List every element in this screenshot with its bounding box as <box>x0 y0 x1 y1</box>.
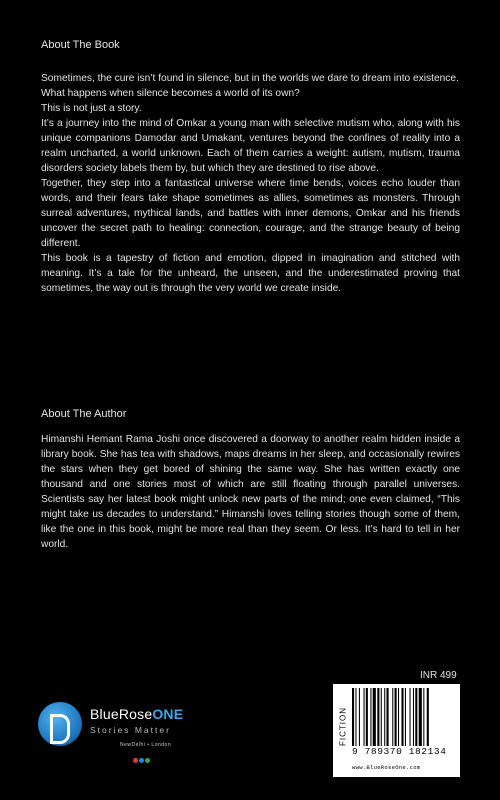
publisher-website: www.BlueRoseOne.com <box>352 764 421 771</box>
book-paragraph: It’s a journey into the mind of Omkar a young man with selective mutism who, along with his unique companions Damodar and Umakant, ventures beyond the confines of reality into a realm uncharted, a world unknown. Each of them carries a weight: autism, mutism, trauma disorders society labels them by, but which they are destined to rise above. <box>41 118 460 174</box>
book-paragraph: This book is a tapestry of fiction and emotion, dipped in imagination and stitched with meaning. It’s a tale for the unheard, the unseen, and the underestimated proving that sometimes, the way out is through the very world we create inside. <box>41 253 460 294</box>
social-dot-icon <box>145 758 150 763</box>
publisher-tagline: Stories Matter <box>90 725 171 735</box>
isbn-barcode-icon <box>352 688 455 746</box>
book-paragraph: Together, they step into a fantastical universe where time bends, voices echo louder than words, and their fears take shape sometimes as allies, sometimes as monsters. Through surreal adventures, mythical lands, and battles with inner demons, Omkar and his friends uncover the secret path to healing: connection, courage, and the strange beauty of being different. <box>41 178 460 249</box>
social-dot-icon <box>133 758 138 763</box>
publisher-name: BlueRoseONE <box>90 706 184 722</box>
book-paragraph: Sometimes, the cure isn’t found in silence, but in the worlds we dare to dream into existence. <box>41 73 459 84</box>
book-paragraph: This is not just a story. <box>41 103 142 114</box>
isbn-number: 9 789370 182134 <box>352 746 447 757</box>
about-book-text <box>41 71 460 296</box>
author-paragraph: Himanshi Hemant Rama Joshi once discovered a doorway to another realm hidden inside a library book. She has tea with shadows, maps dreams in her sleep, and occasionally rewires the stars when they get bored of shining the same way. She has written exactly one thousand and one stories most of which are still floating through parallel universes. Scientists say her latest book might unlock new parts of the mind; one even claimed, “This might take us decades to understand.” Himanshi loves telling stories though some of them, like the one in this book, might be more real than they seem. Or less. It’s hard to tell in her world. <box>41 434 460 550</box>
social-icons <box>133 750 151 768</box>
about-author-text <box>41 432 460 552</box>
genre-label: FICTION <box>338 707 348 746</box>
book-paragraph: What happens when silence becomes a world of its own? <box>41 88 300 99</box>
publisher-logo <box>38 697 218 757</box>
social-dot-icon <box>139 758 144 763</box>
about-book-heading: About The Book <box>41 39 120 51</box>
price-label: INR 499 <box>420 670 457 681</box>
publisher-logo-icon <box>38 702 82 746</box>
about-author-heading: About The Author <box>41 408 127 420</box>
publisher-locations: NewDelhi • London <box>120 742 172 748</box>
